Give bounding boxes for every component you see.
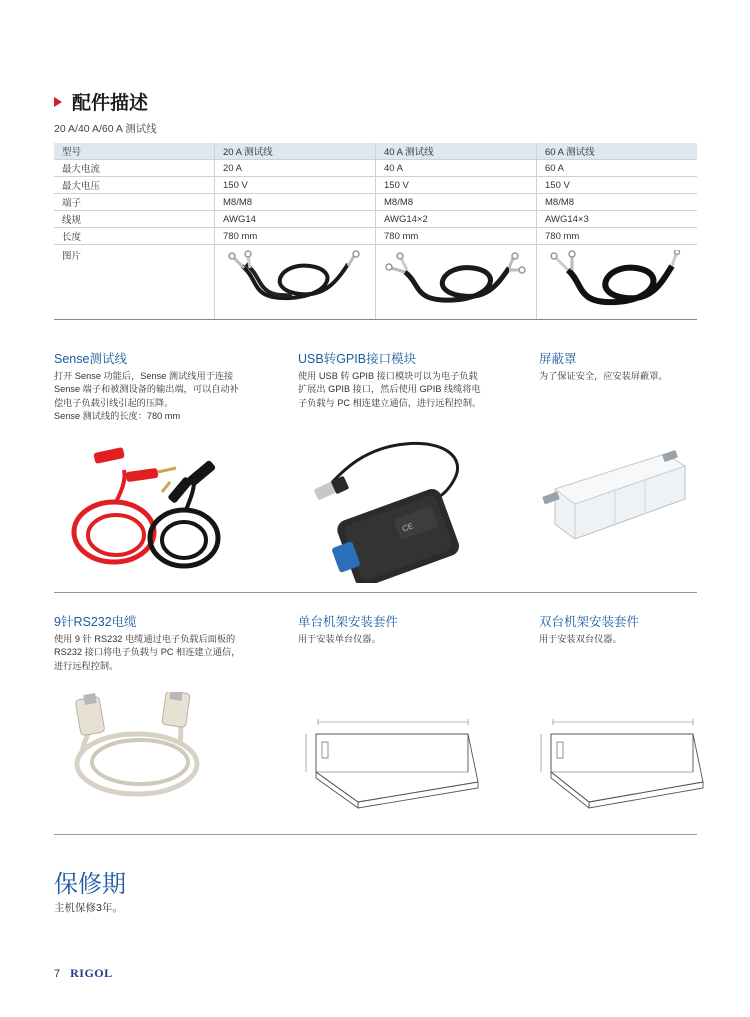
table-header-cell: 40 A 测试线 bbox=[376, 143, 537, 160]
shield-cover-desc bbox=[539, 370, 709, 383]
table-header-cell: 60 A 测试线 bbox=[537, 143, 698, 160]
desc-line: 进行远程控制。 bbox=[54, 660, 119, 671]
desc-line: 使用 9 针 RS232 电缆通过电子负载后面板的 bbox=[54, 634, 236, 644]
table-cell: M8/M8 bbox=[537, 194, 698, 211]
section-divider bbox=[54, 834, 697, 835]
desc-line: RS232 接口将电子负载与 PC 相连建立通信， bbox=[54, 647, 241, 658]
rs232-cable-desc bbox=[54, 633, 274, 673]
table-cell: 780 mm bbox=[537, 228, 698, 245]
cable-20a-image bbox=[215, 245, 376, 320]
usb-gpib-title: USB转GPIB接口模块 bbox=[298, 352, 417, 366]
usb-gpib-module-image bbox=[305, 438, 475, 583]
table-cell: 150 V bbox=[376, 177, 537, 194]
table-cell: 150 V bbox=[215, 177, 376, 194]
table-row bbox=[54, 194, 697, 211]
desc-line: 用于安装双台仪器。 bbox=[539, 634, 622, 644]
warranty-text: 主机保修3年。 bbox=[54, 902, 123, 914]
desc-line: Sense 端子和被测设备的输出端，可以自动补 bbox=[54, 384, 239, 395]
table-cell: 最大电流 bbox=[54, 160, 215, 177]
dual-rack-kit-desc bbox=[539, 633, 709, 646]
table-cell: AWG14×3 bbox=[537, 211, 698, 228]
desc-line: 用于安装单台仪器。 bbox=[298, 634, 381, 644]
section-arrow-icon bbox=[54, 97, 62, 107]
table-image-row bbox=[54, 245, 697, 320]
sense-lead-image bbox=[66, 440, 226, 575]
shield-cover-title: 屏蔽罩 bbox=[539, 352, 577, 366]
table-cell: 线规 bbox=[54, 211, 215, 228]
desc-line: 使用 USB 转 GPIB 接口模块可以为电子负载 bbox=[298, 371, 478, 381]
shield-cover-image bbox=[535, 444, 700, 549]
table-header-cell: 20 A 测试线 bbox=[215, 143, 376, 160]
table-cell: AWG14×2 bbox=[376, 211, 537, 228]
desc-line: 偿电子负载引线引起的压降。 bbox=[54, 397, 174, 408]
table-cell: 端子 bbox=[54, 194, 215, 211]
table-cell: 780 mm bbox=[376, 228, 537, 245]
sense-lead-title: Sense测试线 bbox=[54, 352, 127, 366]
warranty-title: 保修期 bbox=[54, 871, 126, 898]
section-heading bbox=[54, 88, 148, 115]
desc-line: 为了保证安全，应安装屏蔽罩。 bbox=[539, 371, 668, 381]
svg-text:CE: CE bbox=[400, 521, 415, 534]
page-number: 7 bbox=[54, 968, 61, 980]
table-cell: M8/M8 bbox=[215, 194, 376, 211]
table-row bbox=[54, 177, 697, 194]
desc-line: 打开 Sense 功能后，Sense 测试线用于连接 bbox=[54, 371, 234, 381]
table-row bbox=[54, 228, 697, 245]
single-rack-kit-desc bbox=[298, 633, 518, 646]
section-title: 配件描述 bbox=[72, 93, 149, 114]
rs232-cable-image bbox=[62, 692, 212, 802]
cable-60a-image bbox=[537, 245, 698, 320]
sense-lead-desc bbox=[54, 370, 274, 423]
table-cell: 780 mm bbox=[215, 228, 376, 245]
cable-40a-image bbox=[376, 245, 537, 320]
brand-logo: RIGOL bbox=[70, 966, 113, 980]
dual-rack-kit-title: 双台机架安装套件 bbox=[539, 615, 640, 629]
table-row bbox=[54, 160, 697, 177]
single-rack-kit-title: 单台机架安装套件 bbox=[298, 615, 399, 629]
table-cell: 最大电压 bbox=[54, 177, 215, 194]
single-rack-kit-drawing bbox=[298, 712, 488, 812]
rs232-cable-title: 9针RS232电缆 bbox=[54, 615, 137, 629]
usb-gpib-desc bbox=[298, 370, 518, 410]
desc-line: 扩展出 GPIB 接口，然后使用 GPIB 线缆将电 bbox=[298, 384, 481, 395]
page-footer bbox=[54, 966, 113, 981]
table-cell: 图片 bbox=[54, 245, 215, 320]
table-cell: 150 V bbox=[537, 177, 698, 194]
table-row bbox=[54, 211, 697, 228]
table-cell: 40 A bbox=[376, 160, 537, 177]
desc-line: 子负载与 PC 相连建立通信，进行远程控制。 bbox=[298, 397, 482, 408]
dual-rack-kit-drawing bbox=[533, 712, 708, 812]
table-header-cell: 型号 bbox=[54, 143, 215, 160]
table-cell: 20 A bbox=[215, 160, 376, 177]
desc-line: Sense 测试线的长度：780 mm bbox=[54, 410, 181, 421]
table-cell: 60 A bbox=[537, 160, 698, 177]
table-cell: AWG14 bbox=[215, 211, 376, 228]
table-header-row bbox=[54, 143, 697, 160]
section-divider bbox=[54, 592, 697, 593]
table-cell: 长度 bbox=[54, 228, 215, 245]
table-cell: M8/M8 bbox=[376, 194, 537, 211]
table-caption: 20 A/40 A/60 A 测试线 bbox=[54, 123, 157, 135]
spec-table bbox=[54, 143, 697, 320]
